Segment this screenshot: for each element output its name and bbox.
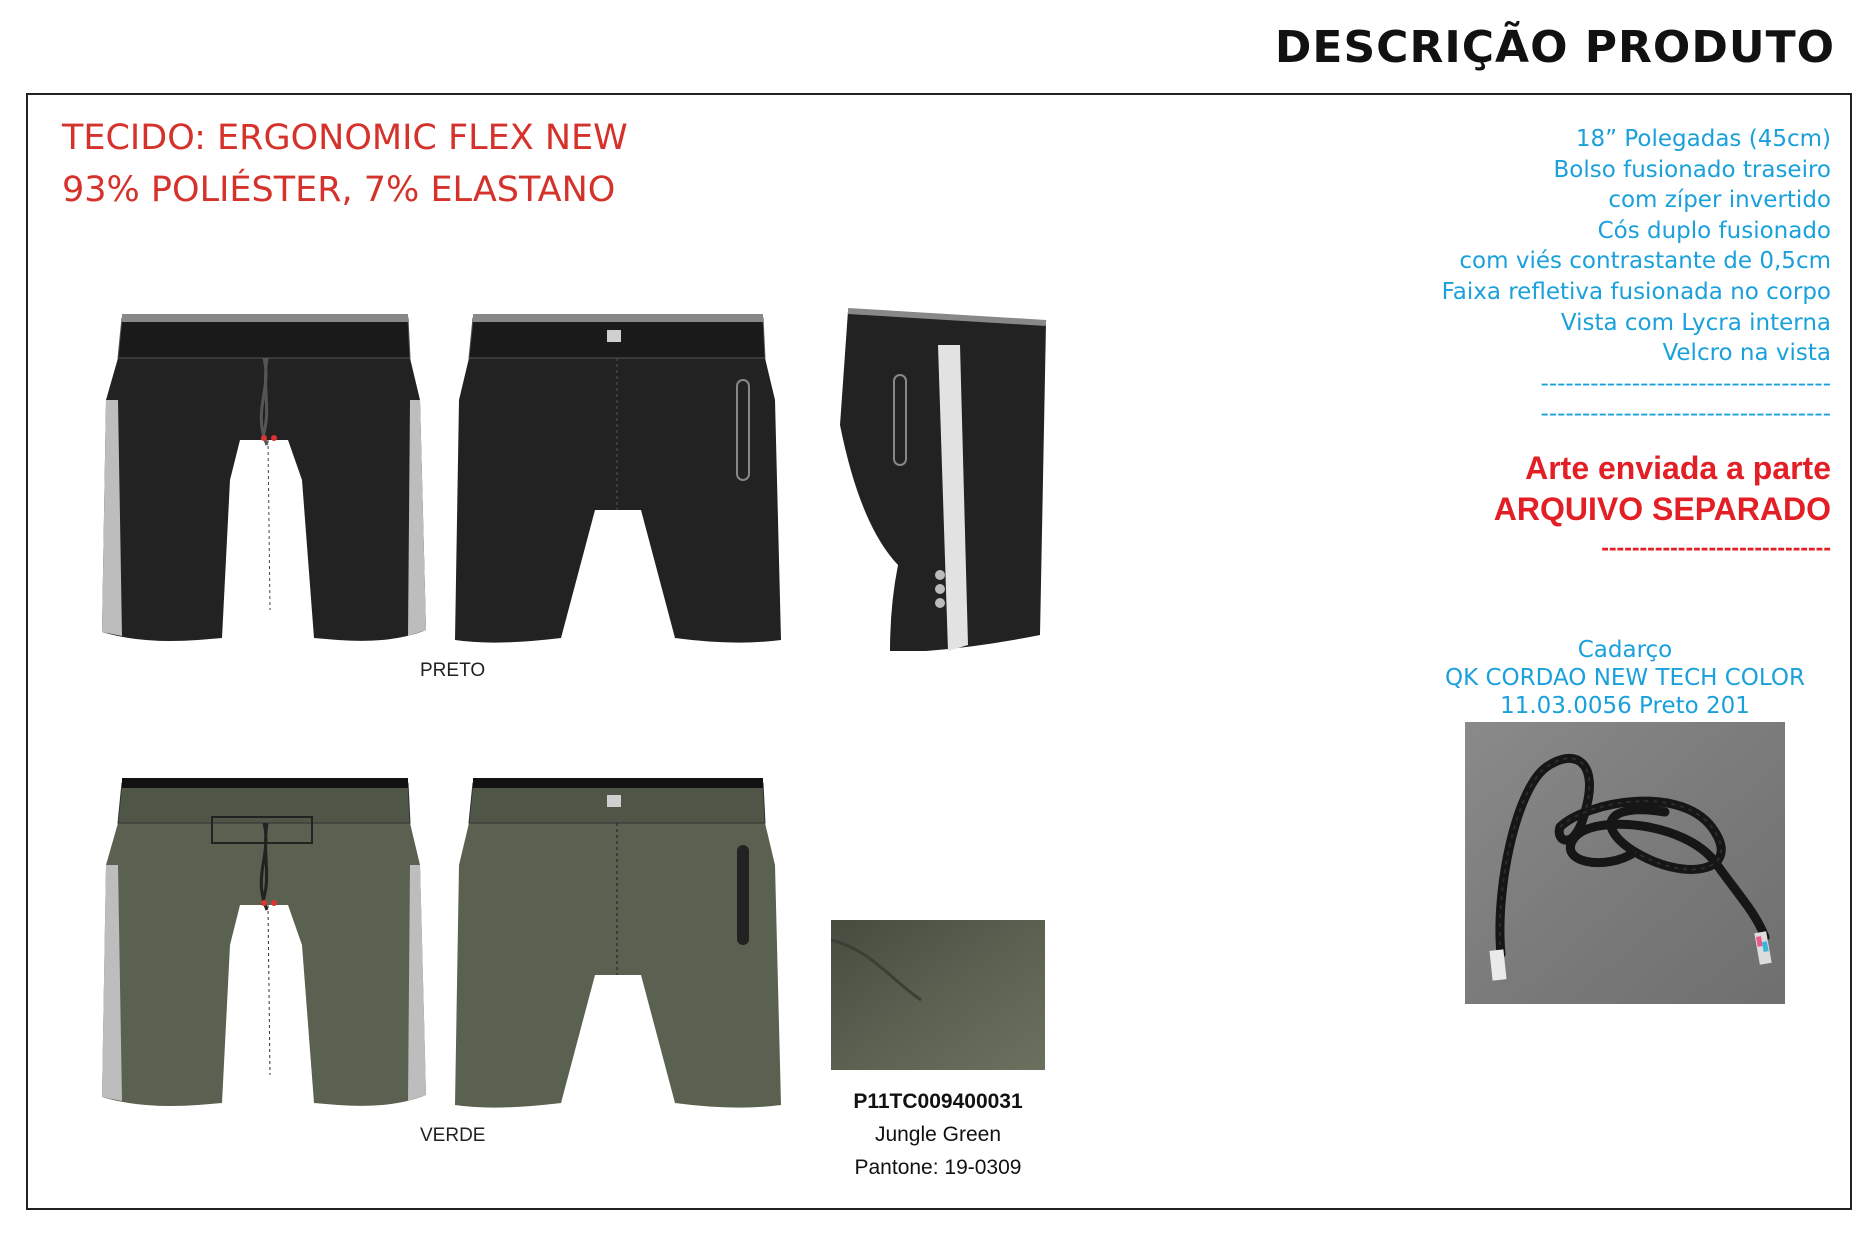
spec-line: Bolso fusionado traseiro (1553, 156, 1831, 183)
swatch-color-name: Jungle Green (874, 1123, 1002, 1146)
spec-line: Vista com Lycra interna (1560, 309, 1831, 336)
spec-line: Faixa refletiva fusionada no corpo (1441, 278, 1831, 305)
swatch-pantone: Pantone: 19-0309 (854, 1156, 1022, 1179)
page-title: DESCRIÇÃO PRODUTO (1274, 22, 1835, 73)
green-back-sketch (445, 775, 790, 1120)
black-back-sketch (445, 310, 790, 655)
spec-divider: ----------------------------------- (1540, 401, 1831, 428)
fabric-composition: 93% POLIÉSTER, 7% ELASTANO (62, 170, 616, 210)
spec-line: com zíper invertido (1608, 187, 1831, 214)
cord-code: 11.03.0056 Preto 201 (1500, 693, 1750, 719)
fabric-name: TECIDO: ERGONOMIC FLEX NEW (62, 118, 628, 158)
fabric-info (62, 112, 628, 216)
cord-title: Cadarço (1577, 637, 1673, 663)
swatch-code: P11TC009400031 (853, 1090, 1023, 1113)
art-note-line2: ARQUIVO SEPARADO (1493, 491, 1831, 527)
black-front-sketch (92, 310, 437, 655)
art-note-line1: Arte enviada a parte (1525, 450, 1831, 486)
spec-list (1442, 124, 1831, 430)
cord-info (1395, 636, 1855, 720)
swatch-info (800, 1085, 1076, 1184)
spec-line: Velcro na vista (1662, 340, 1831, 367)
colorway-label-green: VERDE (420, 1125, 486, 1146)
art-note-divider: ------------------------------ (1601, 534, 1831, 560)
green-front-sketch (92, 775, 437, 1120)
colorway-label-black: PRETO (420, 660, 486, 681)
cord-photo (1465, 722, 1785, 1004)
cord-name: QK CORDAO NEW TECH COLOR (1445, 665, 1805, 691)
black-side-sketch (830, 305, 1050, 655)
art-note (1494, 448, 1831, 530)
spec-line: com viés contrastante de 0,5cm (1459, 248, 1831, 275)
spec-line: 18” Polegadas (45cm) (1575, 126, 1831, 152)
spec-divider: ----------------------------------- (1540, 370, 1831, 397)
fabric-swatch (831, 920, 1045, 1070)
spec-line: Cós duplo fusionado (1597, 217, 1831, 244)
